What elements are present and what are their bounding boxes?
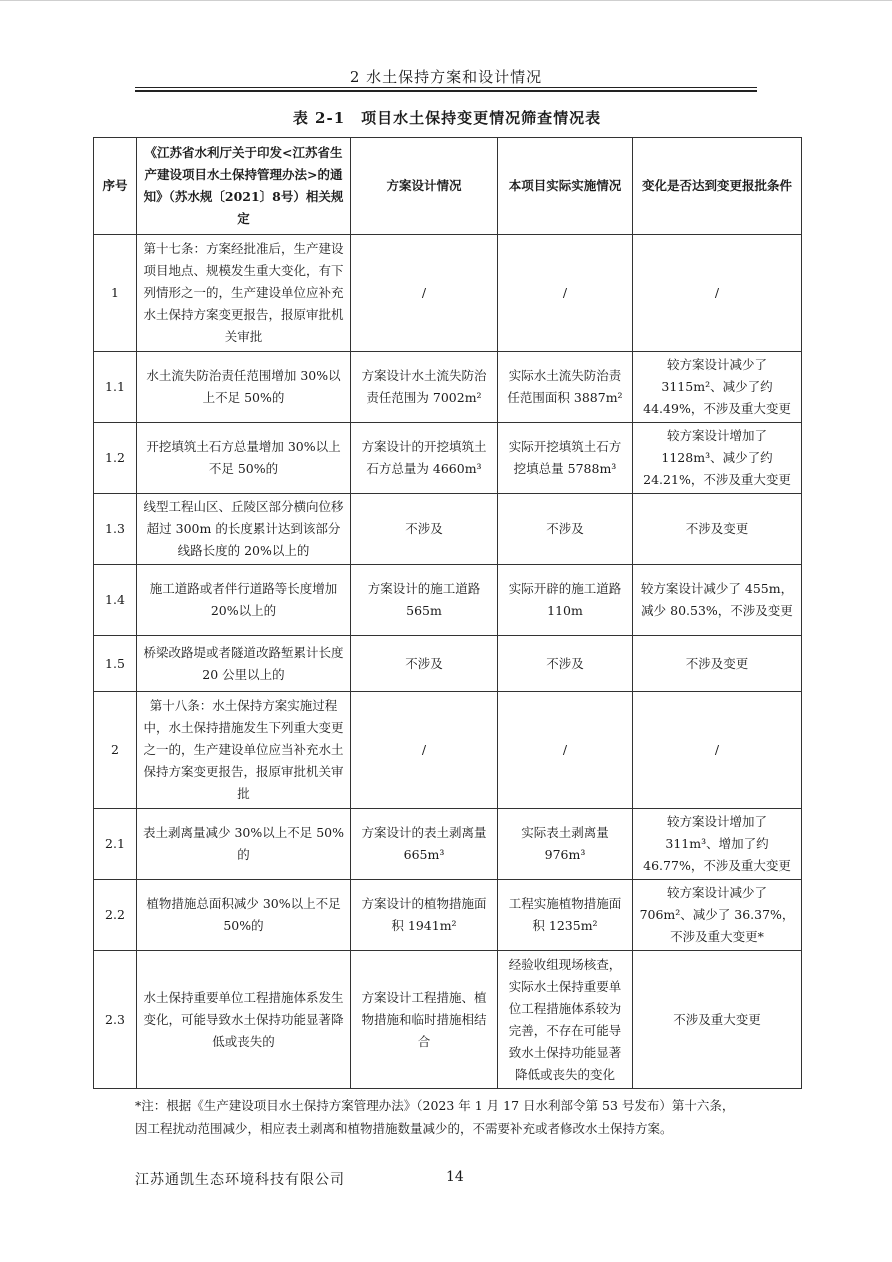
cell-plan: 方案设计的施工道路 565m [351, 565, 498, 636]
table-header-row [94, 138, 802, 235]
cell-regulation: 植物措施总面积减少 30%以上不足 50%的 [137, 880, 351, 951]
header-rule-thick [135, 90, 757, 92]
cell-plan: 方案设计水土流失防治责任范围为 7002m² [351, 352, 498, 423]
cell-regulation: 施工道路或者伴行道路等长度增加 20%以上的 [137, 565, 351, 636]
table-row [94, 951, 802, 1089]
table-row [94, 565, 802, 636]
cell-plan: 方案设计工程措施、植物措施和临时措施相结合 [351, 951, 498, 1089]
cell-plan: 方案设计的表土剥离量 665m³ [351, 809, 498, 880]
change-screening-table [93, 137, 802, 1089]
footer-company-name: 江苏通凯生态环境科技有限公司 [135, 1172, 345, 1188]
cell-actual: 不涉及 [498, 494, 633, 565]
cell-regulation: 线型工程山区、丘陵区部分横向位移超过 300m 的长度累计达到该部分线路长度的 20%以上的 [137, 494, 351, 565]
cell-no: 2.3 [94, 951, 137, 1089]
table-row [94, 636, 802, 692]
cell-actual: / [498, 692, 633, 809]
cell-actual: / [498, 235, 633, 352]
col-header-regulation: 《江苏省水利厅关于印发<江苏省生产建设项目水土保持管理办法>的通知》（苏水规〔2021〕8号）相关规定 [137, 138, 351, 235]
cell-regulation: 水土流失防治责任范围增加 30%以上不足 50%的 [137, 352, 351, 423]
cell-plan: 不涉及 [351, 494, 498, 565]
cell-no: 1.4 [94, 565, 137, 636]
cell-plan: / [351, 235, 498, 352]
cell-change: 较方案设计减少了 455m，减少 80.53%，不涉及变更 [633, 565, 802, 636]
cell-plan: / [351, 692, 498, 809]
col-header-change: 变化是否达到变更报批条件 [633, 138, 802, 235]
cell-change: 不涉及重大变更 [633, 951, 802, 1089]
cell-regulation: 水土保持重要单位工程措施体系发生变化，可能导致水土保持功能显著降低或丧失的 [137, 951, 351, 1089]
cell-regulation: 开挖填筑土石方总量增加 30%以上不足 50%的 [137, 423, 351, 494]
table-row [94, 880, 802, 951]
col-header-no: 序号 [94, 138, 137, 235]
cell-regulation: 桥梁改路堤或者隧道改路堑累计长度 20 公里以上的 [137, 636, 351, 692]
cell-no: 1.1 [94, 352, 137, 423]
table-row [94, 352, 802, 423]
table-row [94, 423, 802, 494]
table-row [94, 494, 802, 565]
table-title: 表 2-1 项目水土保持变更情况筛查情况表 [292, 109, 602, 127]
cell-no: 1.3 [94, 494, 137, 565]
cell-no: 1.5 [94, 636, 137, 692]
cell-no: 2 [94, 692, 137, 809]
cell-change: / [633, 692, 802, 809]
cell-actual: 不涉及 [498, 636, 633, 692]
cell-change: / [633, 235, 802, 352]
cell-plan: 不涉及 [351, 636, 498, 692]
table-row [94, 235, 802, 352]
footnote-line-2: 因工程扰动范围减少，相应表土剥离和植物措施数量减少的，不需要补充或者修改水土保持方案。 [135, 1121, 673, 1136]
cell-no: 1 [94, 235, 137, 352]
col-header-plan: 方案设计情况 [351, 138, 498, 235]
page-top-edge [0, 0, 892, 1]
cell-actual: 经验收组现场核查，实际水土保持重要单位工程措施体系较为完善，不存在可能导致水土保持功能显著降低或丧失的变化 [498, 951, 633, 1089]
cell-actual: 实际开挖填筑土石方挖填总量 5788m³ [498, 423, 633, 494]
cell-actual: 工程实施植物措施面积 1235m² [498, 880, 633, 951]
page-number: 14 [446, 1169, 464, 1185]
cell-change: 不涉及变更 [633, 636, 802, 692]
cell-regulation: 第十七条：方案经批准后，生产建设项目地点、规模发生重大变化，有下列情形之一的，生产建设单位应补充水土保持方案变更报告，报原审批机关审批 [137, 235, 351, 352]
cell-regulation: 表土剥离量减少 30%以上不足 50%的 [137, 809, 351, 880]
cell-actual: 实际水土流失防治责任范围面积 3887m² [498, 352, 633, 423]
table-row [94, 809, 802, 880]
cell-actual: 实际表土剥离量 976m³ [498, 809, 633, 880]
cell-plan: 方案设计的植物措施面积 1941m² [351, 880, 498, 951]
cell-change: 较方案设计增加了 311m³、增加了约 46.77%，不涉及重大变更 [633, 809, 802, 880]
cell-change: 较方案设计增加了 1128m³、减少了约 24.21%，不涉及重大变更 [633, 423, 802, 494]
cell-plan: 方案设计的开挖填筑土石方总量为 4660m³ [351, 423, 498, 494]
footnote-line-1: *注：根据《生产建设项目水土保持方案管理办法》（2023 年 1 月 17 日水利部令第 53 号发布）第十六条， [135, 1098, 735, 1113]
cell-no: 2.2 [94, 880, 137, 951]
col-header-actual: 本项目实际实施情况 [498, 138, 633, 235]
cell-actual: 实际开辟的施工道路 110m [498, 565, 633, 636]
cell-no: 2.1 [94, 809, 137, 880]
running-header: 2 水土保持方案和设计情况 [349, 68, 543, 86]
cell-no: 1.2 [94, 423, 137, 494]
cell-regulation: 第十八条：水土保持方案实施过程中，水土保持措施发生下列重大变更之一的，生产建设单位应当补充水土保持方案变更报告，报原审批机关审批 [137, 692, 351, 809]
cell-change: 不涉及变更 [633, 494, 802, 565]
cell-change: 较方案设计减少了 706m²、减少了 36.37%，不涉及重大变更* [633, 880, 802, 951]
header-rule [135, 87, 757, 88]
cell-change: 较方案设计减少了 3115m²、减少了约 44.49%，不涉及重大变更 [633, 352, 802, 423]
table-row [94, 692, 802, 809]
